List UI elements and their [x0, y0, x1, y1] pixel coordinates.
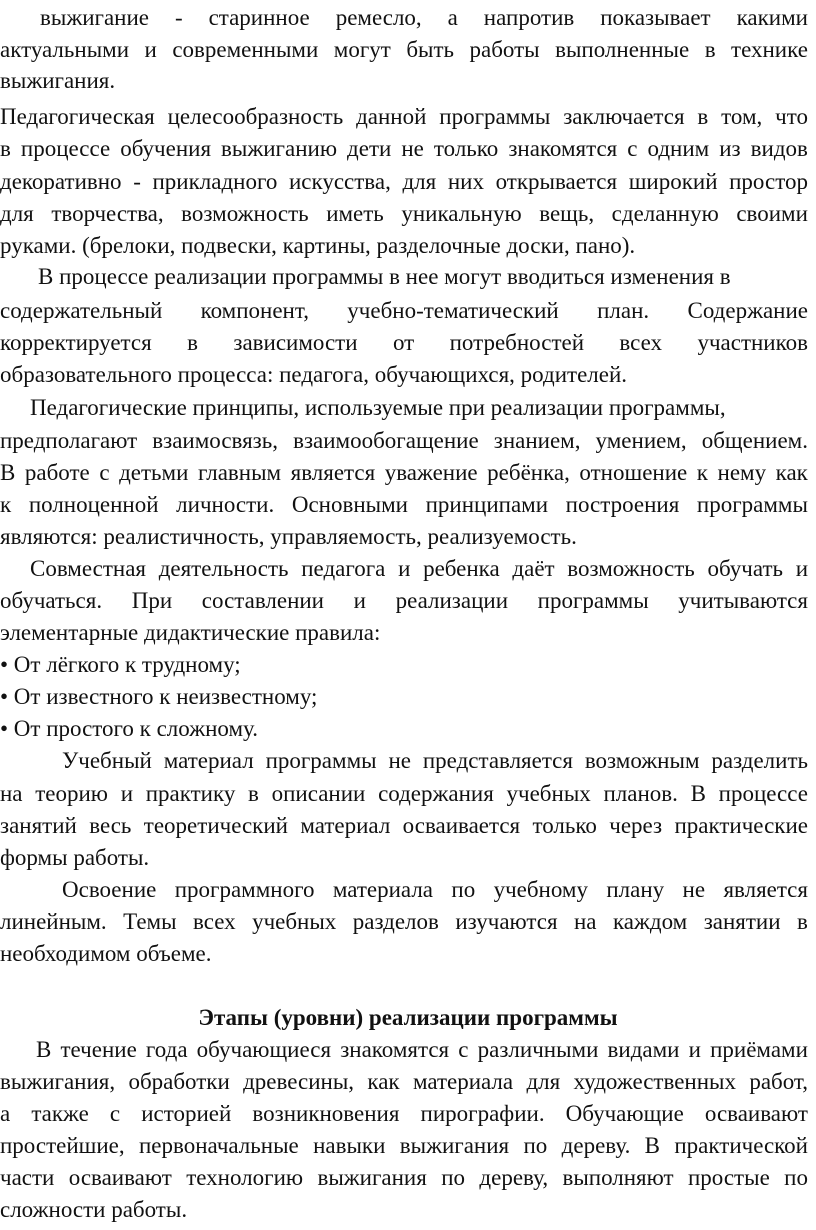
word: предполагают [0, 428, 138, 453]
word: осваивают [704, 1101, 808, 1126]
paragraph-line: сложности работы. [0, 1197, 188, 1222]
word: через [609, 813, 663, 838]
word: выжиганию [221, 136, 338, 161]
paragraph-line [40, 2, 808, 34]
word: работ, [749, 1069, 808, 1094]
word: обработки [128, 1069, 230, 1094]
word: первоначальные [139, 1133, 299, 1158]
word: нему [717, 460, 767, 485]
word: принципами [425, 492, 549, 517]
word: является [723, 877, 808, 902]
word: с [99, 460, 110, 485]
paragraph-line [0, 906, 808, 938]
word: В [644, 1133, 661, 1158]
word: учебных [506, 781, 591, 806]
word: практической [674, 1133, 808, 1158]
word: не [388, 748, 411, 773]
word: построения [565, 492, 680, 517]
word: участников [697, 330, 808, 355]
paragraph-line: Педагогические принципы, используемые при реализации программы, [30, 395, 726, 420]
word: широкий [628, 169, 718, 194]
word: дети [347, 136, 392, 161]
paragraph-line: являются: реалистичность, управляемость, реализуемость. [0, 524, 577, 549]
word: Основными [291, 492, 408, 517]
word: какими [736, 5, 808, 30]
word: занятии [703, 909, 781, 934]
word: из [719, 136, 741, 161]
word: всех [192, 909, 236, 934]
word: по [451, 877, 476, 902]
word: осваивают [68, 1165, 172, 1190]
word: дереву. [561, 1133, 631, 1158]
word: могут [333, 37, 391, 62]
paragraph-line: образовательного процесса: педагога, обучающихся, родителей. [0, 362, 628, 387]
word: - [133, 169, 141, 194]
word: от [392, 330, 415, 355]
word: ребёнка, [487, 460, 570, 485]
word: том, [721, 104, 763, 129]
word: как [367, 1069, 400, 1094]
word: - [174, 5, 183, 30]
section-heading: Этапы (уровни) реализации программы [198, 1005, 618, 1030]
word: показывает [600, 5, 711, 30]
paragraph-line [0, 295, 808, 327]
paragraph-line [30, 553, 808, 585]
paragraph-line [0, 489, 808, 521]
word: а [0, 1101, 11, 1126]
paragraph-line [0, 1098, 808, 1130]
word: простейшие, [0, 1133, 125, 1158]
word: выжигания [399, 1133, 510, 1158]
word: разделов [352, 909, 439, 934]
word: художественных [573, 1069, 736, 1094]
word: с [627, 136, 638, 161]
word: весь [89, 813, 132, 838]
word: программы [696, 492, 808, 517]
word: Содержание [687, 298, 808, 323]
word: плану [606, 877, 665, 902]
paragraph-line: необходимом объеме. [0, 941, 212, 966]
word: содержательный [0, 298, 163, 323]
word: В [36, 1037, 52, 1062]
word: видов [750, 136, 808, 161]
paragraph-line [0, 810, 808, 842]
paragraph-line [0, 585, 808, 617]
word: данной [356, 104, 427, 129]
word: практические [674, 813, 808, 838]
word: пирографии. [420, 1101, 545, 1126]
word: искусства, [288, 169, 391, 194]
word: Темы [123, 909, 177, 934]
word: зависимости [233, 330, 358, 355]
word: года [145, 1037, 188, 1062]
paragraph-line [0, 1130, 808, 1162]
word: ребенка [423, 556, 500, 581]
word: возможность [181, 201, 309, 226]
list-item: • От лёгкого к трудному; [0, 652, 241, 677]
word: обучаться. [0, 588, 103, 613]
word: взаимообогащение [293, 428, 479, 453]
word: сделанную [611, 201, 719, 226]
word: технике [731, 37, 808, 62]
word: В [0, 460, 16, 485]
word: и [144, 37, 157, 62]
paragraph-line [0, 425, 808, 457]
word: умением, [595, 428, 687, 453]
word: знакомятся [508, 136, 618, 161]
word: выполняют [562, 1165, 674, 1190]
word: в [797, 909, 808, 934]
word: течение [60, 1037, 137, 1062]
word: обучения [120, 136, 212, 161]
word: потребностей [449, 330, 585, 355]
word: выжигания [317, 1165, 427, 1190]
word: учебных [252, 909, 337, 934]
word: для [526, 1069, 561, 1094]
word: и [398, 556, 411, 581]
word: с [458, 1037, 469, 1062]
word: является [290, 460, 376, 485]
word: технологию [186, 1165, 304, 1190]
paragraph-line [0, 101, 808, 133]
paragraph-line [0, 1162, 808, 1194]
word: детьми [119, 460, 189, 485]
word: только [433, 136, 499, 161]
word: актуальными [0, 37, 130, 62]
word: и [120, 781, 134, 806]
word: знакомятся [340, 1037, 450, 1062]
word: практику [145, 781, 236, 806]
word: уважение [384, 460, 478, 485]
list-item: • От известного к неизвестному; [0, 684, 318, 709]
word: деятельность [158, 556, 289, 581]
word: творчества, [51, 201, 164, 226]
word: прикладного [152, 169, 278, 194]
word: с [109, 1101, 121, 1126]
word: и [795, 556, 808, 581]
paragraph-line [0, 198, 808, 230]
word: простые [687, 1165, 770, 1190]
word: части [0, 1165, 55, 1190]
word: быть [406, 37, 455, 62]
word: в [697, 104, 709, 129]
word: корректируется [0, 330, 152, 355]
word: обучающиеся [196, 1037, 332, 1062]
word: вещь, [539, 201, 595, 226]
word: процессе [20, 136, 111, 161]
word: программы [265, 748, 377, 773]
word: не [401, 136, 424, 161]
word: по [523, 1133, 548, 1158]
word: учебно-тематический [347, 298, 559, 323]
word: отношение [579, 460, 688, 485]
word: педагога [301, 556, 386, 581]
paragraph-line [0, 327, 808, 359]
paragraph-line [36, 1034, 808, 1066]
word: главным [197, 460, 282, 485]
word: материал [300, 813, 391, 838]
word: При [131, 588, 173, 613]
word: изучаются [455, 909, 558, 934]
word: древесины, [243, 1069, 355, 1094]
word: Педагогическая [0, 104, 155, 129]
word: современными [172, 37, 319, 62]
word: ремесло, [335, 5, 422, 30]
word: учитываются [678, 588, 808, 613]
word: теоретический [143, 813, 288, 838]
word: реализации [395, 588, 508, 613]
word: выполненные [555, 37, 690, 62]
word: возможность [567, 556, 695, 581]
word: личности. [176, 492, 275, 517]
word: возникновения [252, 1101, 400, 1126]
paragraph-line [62, 874, 808, 906]
word: представляется [422, 748, 573, 773]
word: процессе [718, 781, 808, 806]
word: обучать [707, 556, 783, 581]
word: В [690, 781, 706, 806]
word: Учебный [62, 748, 152, 773]
word: старинное [208, 5, 310, 30]
word: планов. [603, 781, 678, 806]
word: материала [332, 877, 434, 902]
paragraph-line [62, 745, 808, 777]
word: на [574, 909, 597, 934]
word: содержания [378, 781, 494, 806]
word: программы [537, 588, 649, 613]
word: одним [647, 136, 710, 161]
word: к [696, 460, 708, 485]
word: что [775, 104, 808, 129]
word: всех [619, 330, 663, 355]
word: различными [477, 1037, 599, 1062]
word: учебному [493, 877, 588, 902]
word: уникальную [401, 201, 522, 226]
word: занятий [0, 813, 77, 838]
word: своими [736, 201, 808, 226]
word: и [688, 1037, 701, 1062]
word: историей [141, 1101, 232, 1126]
word: Освоение [62, 877, 157, 902]
paragraph-line [0, 778, 808, 810]
word: план. [597, 298, 650, 323]
word: к [0, 492, 12, 517]
paragraph-line: В процессе реализации программы в нее могут вводиться изменения в [38, 264, 731, 289]
word: общением. [701, 428, 808, 453]
word: работы [469, 37, 540, 62]
word: а [447, 5, 458, 30]
word: в [248, 781, 259, 806]
word: Совместная [30, 556, 146, 581]
paragraph-line: руками. (брелоки, подвески, картины, разделочные доски, пано). [0, 233, 636, 258]
word: них [447, 169, 484, 194]
paragraph-line [0, 34, 808, 66]
paragraph-line [0, 133, 808, 165]
word: по [784, 1165, 808, 1190]
word: по [441, 1165, 466, 1190]
paragraph-line [0, 1066, 808, 1098]
word: теорию [35, 781, 108, 806]
word: даёт [512, 556, 555, 581]
paragraph-line: формы работы. [0, 845, 150, 870]
word: описании [271, 781, 366, 806]
paragraph-line: элементарные дидактические правила: [0, 620, 381, 645]
word: декоративно [0, 169, 122, 194]
word: в [187, 330, 198, 355]
word: напротив [483, 5, 575, 30]
word: открывается [495, 169, 618, 194]
word: заключается [563, 104, 685, 129]
word: целесообразность [167, 104, 344, 129]
word: программного [174, 877, 315, 902]
word: компонент, [200, 298, 309, 323]
word: в [0, 136, 11, 161]
word: в [704, 37, 716, 62]
word: и [353, 588, 366, 613]
word: на [0, 781, 23, 806]
paragraph-line [0, 457, 808, 489]
word: программы [439, 104, 551, 129]
word: также [31, 1101, 89, 1126]
word: работе [24, 460, 90, 485]
word: составлении [201, 588, 324, 613]
word: для [402, 169, 437, 194]
word: линейным. [0, 909, 107, 934]
word: материала [412, 1069, 514, 1094]
word: приёмами [710, 1037, 808, 1062]
word: только [532, 813, 597, 838]
word: навыки [313, 1133, 386, 1158]
word: как [775, 460, 808, 485]
word: каждом [612, 909, 688, 934]
word: осваивается [402, 813, 521, 838]
word: материал [163, 748, 254, 773]
word: возможным [584, 748, 700, 773]
word: знанием, [493, 428, 581, 453]
word: полноценной [28, 492, 159, 517]
paragraph-line [0, 166, 808, 198]
list-item: • От простого к сложному. [0, 716, 258, 741]
word: иметь [326, 201, 384, 226]
word: разделить [711, 748, 808, 773]
word: выжигание [40, 5, 149, 30]
word: Обучающие [565, 1101, 684, 1126]
word: для [0, 201, 34, 226]
paragraph-line: выжигания. [0, 68, 116, 93]
word: взаимосвязь, [152, 428, 279, 453]
word: простор [729, 169, 808, 194]
word: дереву, [479, 1165, 549, 1190]
word: выжигания, [0, 1069, 116, 1094]
word: не [682, 877, 706, 902]
word: видами [607, 1037, 680, 1062]
